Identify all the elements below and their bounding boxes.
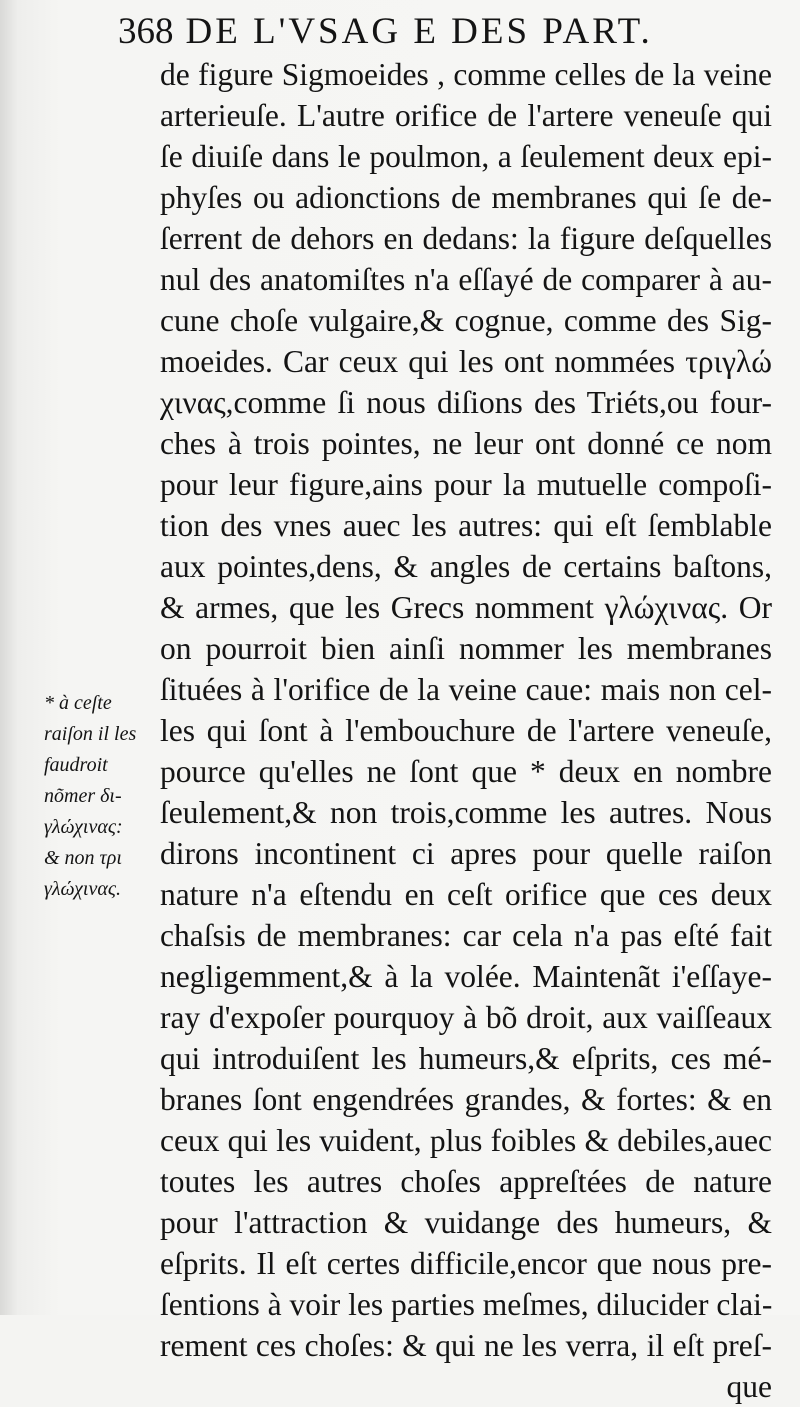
margin-note <box>44 688 154 905</box>
catchword: que <box>726 1369 772 1404</box>
page-header <box>118 10 758 54</box>
text-line: ſe diuiſe dans le poulmon, a ſeulement deux epi- <box>160 139 772 174</box>
running-title: DE L'VSAG E DES PART. <box>185 11 653 52</box>
text-line: moeides. Car ceux qui les ont nommées τριγλώ <box>160 344 772 379</box>
text-line: cune choſe vulgaire,& cognue, comme des Sig- <box>160 303 772 338</box>
text-line: pource qu'elles ne ſont que * deux en nombre <box>160 754 772 789</box>
margin-note-line: raiſon il les <box>44 723 137 745</box>
text-line: aux pointes,dens, & angles de certains baſtons, <box>160 549 772 584</box>
margin-note-line: * à ceſte <box>44 692 112 714</box>
text-line: ſentions à voir les parties meſmes, dilucider clai- <box>160 1287 772 1322</box>
text-line: ceux qui les vuident, plus foibles & debiles,auec <box>160 1123 772 1158</box>
text-line: ſituées à l'orifice de la veine caue: mais non cel- <box>160 672 772 707</box>
margin-note-line: nõmer δι- <box>44 785 122 807</box>
margin-note-line: γλώχινας. <box>44 878 121 900</box>
text-line: nul des anatomiſtes n'a eſſayé de comparer à au- <box>160 262 772 297</box>
margin-note-line: γλώχινας: <box>44 816 123 838</box>
text-line: χινας,comme ſi nous diſions des Triéts,ou four- <box>160 385 772 420</box>
text-line: les qui ſont à l'embouchure de l'artere veneuſe, <box>160 713 772 748</box>
text-line: pour l'attraction & vuidange des humeurs, & <box>160 1205 772 1240</box>
body-text <box>160 54 772 1407</box>
margin-note-line: & non τρι <box>44 847 122 869</box>
text-line: nature n'a eſtendu en ceſt orifice que ces deux <box>160 877 772 912</box>
margin-note-line: faudroit <box>44 754 108 776</box>
text-line: ſeulement,& non trois,comme les autres. Nous <box>160 795 772 830</box>
text-line: chaſsis de membranes: car cela n'a pas eſté fait <box>160 918 772 953</box>
text-line: branes ſont engendrées grandes, & fortes: & en <box>160 1082 772 1117</box>
text-line: toutes les autres choſes appreſtées de nature <box>160 1164 772 1199</box>
text-line: eſprits. Il eſt certes difficile,encor que nous pre- <box>160 1246 772 1281</box>
text-line: rement ces choſes: & qui ne les verra, il eſt preſ- <box>160 1328 772 1363</box>
text-line: ray d'expoſer pourquoy à bõ droit, aux vaiſſeaux <box>160 1000 772 1035</box>
text-line: qui introduiſent les humeurs,& eſprits, ces mé- <box>160 1041 772 1076</box>
text-line: arterieuſe. L'autre orifice de l'artere veneuſe qui <box>160 98 772 133</box>
text-line: pour leur figure,ains pour la mutuelle compoſi- <box>160 467 772 502</box>
text-line: on pourroit bien ainſi nommer les membranes <box>160 631 772 666</box>
text-line: negligemment,& à la volée. Maintenãt i'eſſaye- <box>160 959 772 994</box>
text-line: ſerrent de dehors en dedans: la figure deſquelles <box>160 221 772 256</box>
text-line: dirons incontinent ci apres pour quelle raiſon <box>160 836 772 871</box>
text-line: phyſes ou adionctions de membranes qui ſe de- <box>160 180 772 215</box>
text-line: de figure Sigmoeides , comme celles de la veine <box>160 57 772 92</box>
text-line: ches à trois pointes, ne leur ont donné ce nom <box>160 426 772 461</box>
text-line: & armes, que les Grecs nomment γλώχινας. Or <box>160 590 772 625</box>
text-line: tion des vnes auec les autres: qui eſt ſemblable <box>160 508 772 543</box>
page-number: 368 <box>118 11 174 52</box>
